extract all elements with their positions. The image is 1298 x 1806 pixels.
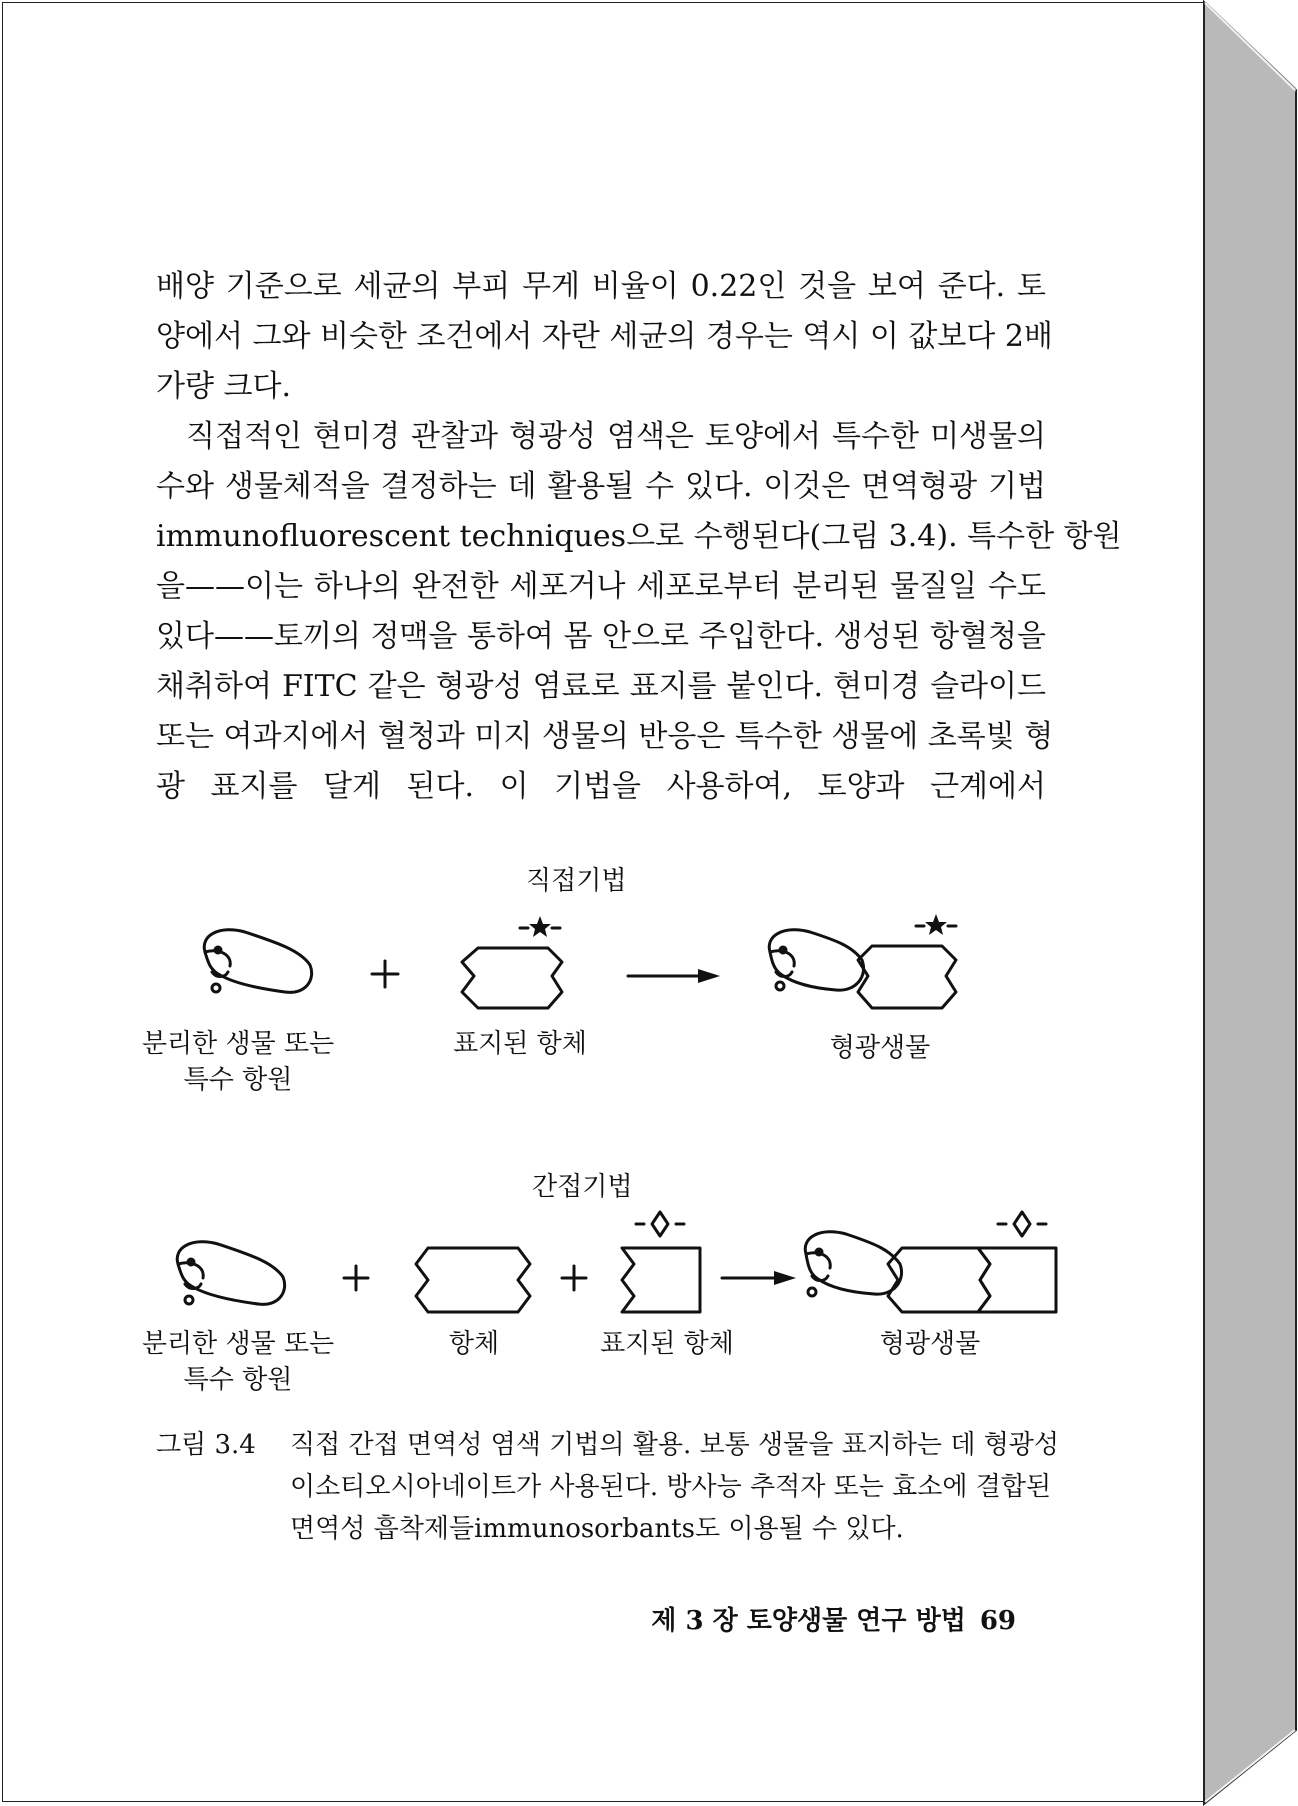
labeled-antibody-label: 표지된 항체 <box>453 1029 587 1059</box>
paragraph-1 <box>156 262 1053 412</box>
caption-text <box>290 1424 1060 1550</box>
fluorescent-organism-label: 형광생물 <box>879 1329 981 1359</box>
figure-number: 그림 3.4 <box>156 1430 256 1460</box>
isolated-organism-label <box>138 1026 338 1098</box>
labeled-antibody-label: 표지된 항체 <box>600 1329 734 1359</box>
indirect-technique-title: 간접기법 <box>532 1172 633 1202</box>
text-line: 수와 생물체적을 결정하는 데 활용될 수 있다. 이것은 면역형광 기법 <box>156 469 1046 504</box>
text-line: 광 표지를 달게 된다. 이 기법을 사용하여, 토양과 근계에서 <box>156 769 1046 804</box>
caption-line: 이소티오시아네이트가 사용된다. 방사능 추적자 또는 효소에 결합된 <box>290 1472 1052 1502</box>
caption-line: 직접 간접 면역성 염색 기법의 활용. 보통 생물을 표지하는 데 형광성 <box>290 1430 1060 1460</box>
caption-line: 면역성 흡착제들immunosorbants도 이용될 수 있다. <box>290 1514 904 1544</box>
text-line: 배양 기준으로 세균의 부피 무게 비율이 0.22인 것을 보여 준다. 토 <box>156 269 1046 304</box>
text-line: 또는 여과지에서 혈청과 미지 생물의 반응은 특수한 생물에 초록빛 형 <box>156 719 1054 754</box>
text-line: immunofluorescent techniques으로 수행된다(그림 3.4). 특수한 항원 <box>156 519 1122 554</box>
text-line: 직접적인 현미경 관찰과 형광성 염색은 토양에서 특수한 미생물의 <box>186 419 1046 454</box>
text-line: 을——이는 하나의 완전한 세포거나 세포로부터 분리된 물질일 수도 <box>156 569 1046 604</box>
antibody-label: 항체 <box>448 1329 500 1359</box>
isolated-organism-label <box>138 1326 338 1398</box>
paragraph-2 <box>156 412 1122 812</box>
text-line: 채취하여 FITC 같은 형광성 염료로 표지를 붙인다. 현미경 슬라이드 <box>156 669 1046 704</box>
direct-technique-title: 직접기법 <box>526 866 627 896</box>
text-line: 양에서 그와 비슷한 조건에서 자란 세균의 경우는 역시 이 값보다 2배 <box>156 319 1053 354</box>
label-text: 분리한 생물 또는 특수 항원 <box>141 1329 335 1395</box>
chapter-title: 제 3 장 토양생물 연구 방법 <box>651 1606 966 1636</box>
label-text: 분리한 생물 또는 특수 항원 <box>141 1029 335 1095</box>
text-line: 가량 크다. <box>156 369 291 404</box>
text-line: 있다——토끼의 정맥을 통하여 몸 안으로 주입한다. 생성된 항혈청을 <box>156 619 1046 654</box>
body-text <box>156 262 1122 812</box>
page-number: 69 <box>979 1606 1016 1636</box>
fluorescent-organism-label: 형광생물 <box>829 1033 931 1063</box>
running-footer <box>651 1600 1016 1637</box>
